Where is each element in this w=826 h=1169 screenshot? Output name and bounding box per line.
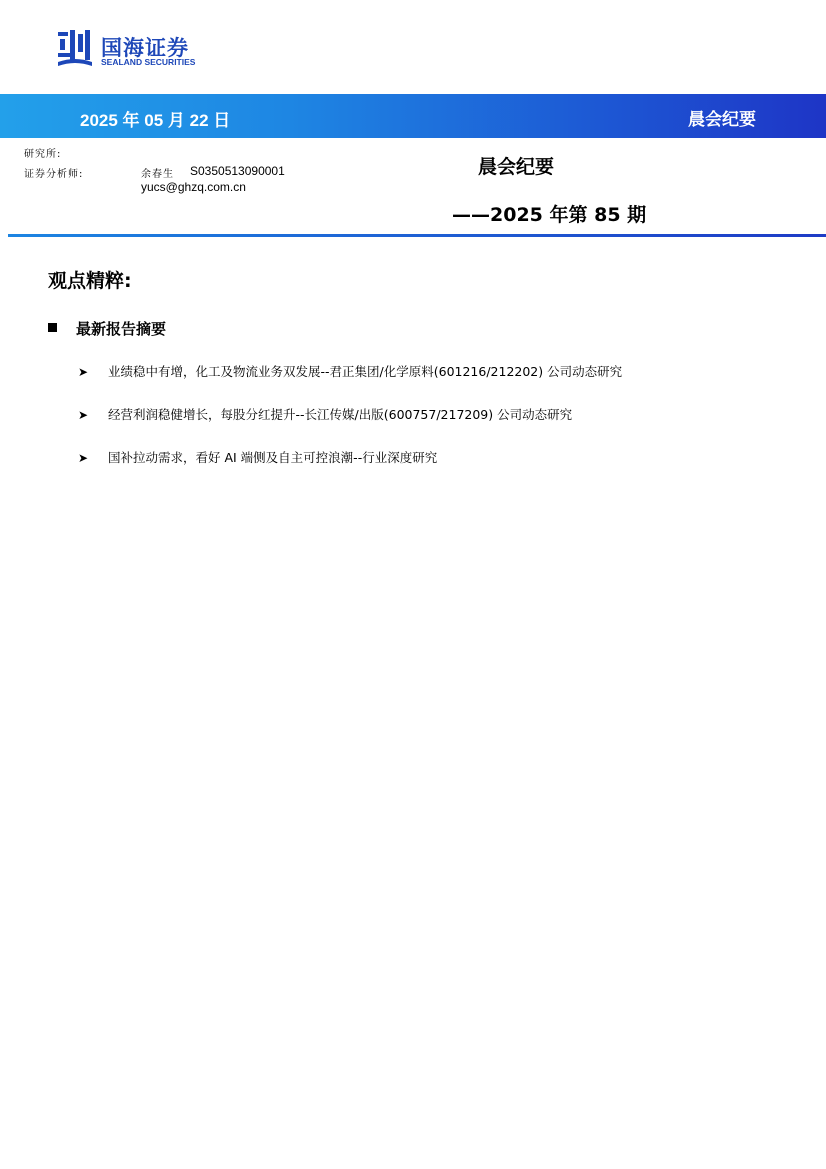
- document-title: 晨会纪要: [478, 156, 555, 178]
- list-item-text: 经营利润稳健增长，每股分红提升--长江传媒/出版(600757/217209) 公司动态研究: [108, 407, 573, 422]
- analyst-email[interactable]: yucs@ghzq.com.cn: [141, 180, 246, 194]
- analyst-label: 证券分析师:: [24, 169, 84, 180]
- sealand-logo-icon: [58, 30, 92, 66]
- report-date: 2025 年 05 月 22 日: [80, 111, 231, 130]
- list-item[interactable]: [78, 448, 437, 466]
- section-heading: 观点精粹:: [48, 270, 132, 292]
- logo-text-cn: 国海证券: [101, 36, 189, 60]
- list-item-text: 国补拉动需求，看好 AI 端侧及自主可控浪潮--行业深度研究: [108, 450, 438, 465]
- arrow-bullet-icon: ➤: [78, 408, 89, 422]
- arrow-bullet-icon: ➤: [78, 365, 89, 379]
- institute-label: 研究所:: [24, 149, 62, 160]
- logo-text-en: SEALAND SECURITIES: [101, 57, 196, 67]
- date-banner: [0, 94, 826, 138]
- document-issue: ——2025 年第 85 期: [452, 204, 647, 226]
- arrow-bullet-icon: ➤: [78, 451, 89, 465]
- square-bullet-icon: [48, 323, 57, 332]
- subheading: [48, 318, 166, 339]
- list-item-text: 业绩稳中有增，化工及物流业务双发展--君正集团/化学原料(601216/212202) 公司动态研究: [108, 364, 623, 379]
- header-divider: [8, 234, 826, 237]
- analyst-cert: S0350513090001: [190, 164, 285, 178]
- list-item[interactable]: [78, 362, 622, 380]
- company-logo: [58, 30, 218, 70]
- list-item[interactable]: [78, 405, 572, 423]
- report-type: 晨会纪要: [688, 110, 756, 130]
- subheading-text: 最新报告摘要: [76, 320, 167, 338]
- analyst-name: 余春生: [141, 169, 174, 180]
